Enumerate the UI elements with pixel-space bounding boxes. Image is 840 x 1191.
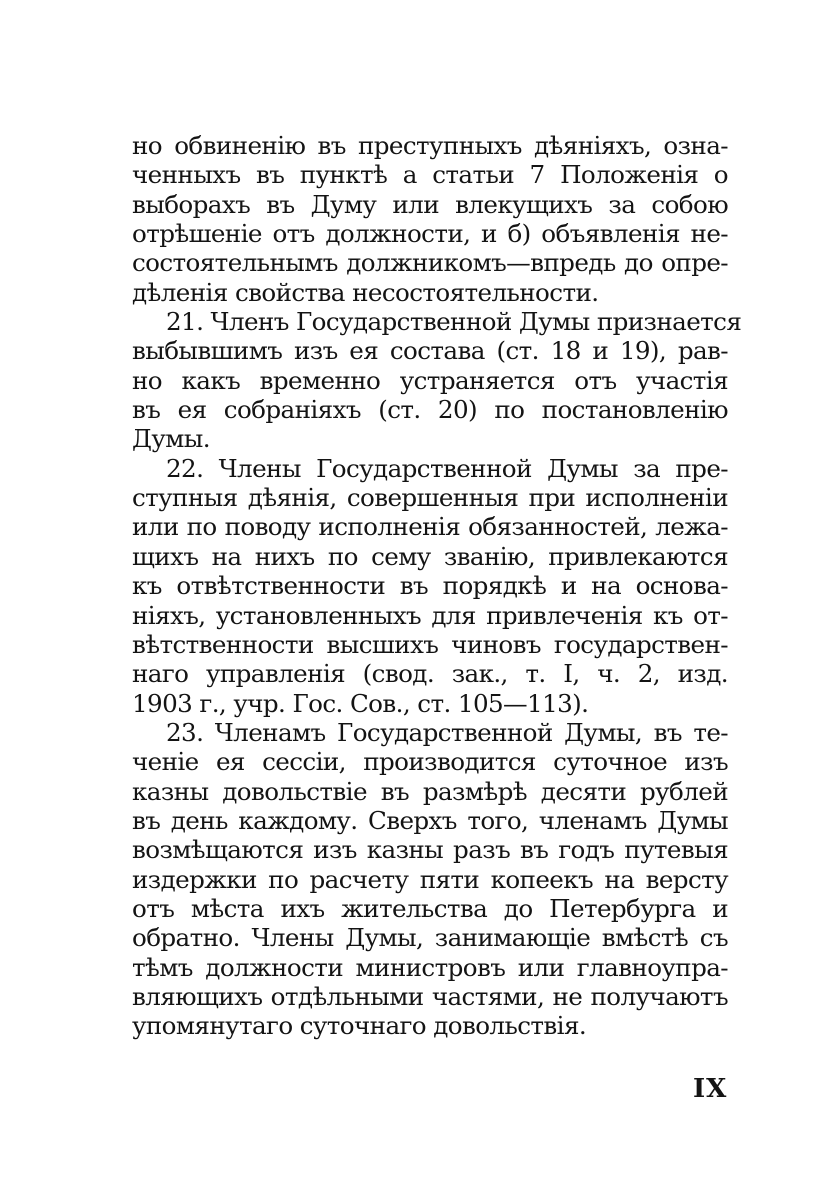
text-line: выбывшимъ изъ ея состава (ст. 18 и 19), рав- (132, 336, 728, 366)
text-line: но какъ временно устраняется отъ участія (132, 365, 728, 395)
text-line: или по поводу исполненія обязанностей, лежа- (132, 512, 728, 542)
text-line: выборахъ въ Думу или влекущихъ за собою (132, 189, 728, 219)
page-body (132, 131, 742, 1041)
text-line: дѣленія свойства несостоятельности. (132, 277, 599, 307)
text-line: ченіе ея сессіи, производится суточное изъ (132, 747, 728, 777)
text-line: ніяхъ, установленныхъ для привлеченія къ от- (132, 600, 728, 630)
text-line: упомянутаго суточнаго довольствія. (132, 1011, 587, 1041)
text-line: вляющихъ отдѣльными частями, не получаютъ (132, 981, 728, 1011)
text-line: въ ея собраніяхъ (ст. 20) по постановленію (132, 395, 728, 425)
text-line: издержки по расчету пяти копеекъ на версту (132, 864, 728, 894)
paragraph-continuation (132, 131, 728, 307)
paragraph-21 (132, 307, 742, 454)
text-line: ченныхъ въ пунктѣ а статьи 7 Положенія о (132, 160, 728, 190)
text-line: 1903 г., учр. Гос. Сов., ст. 105—113). (132, 688, 589, 718)
text-line: щихъ на нихъ по сему званію, привлекаются (132, 541, 728, 571)
text-line: Думы. (132, 424, 210, 454)
text-line: 22. Члены Государственной Думы за пре- (166, 453, 728, 483)
paragraph-23 (132, 718, 728, 1041)
text-line: обратно. Члены Думы, занимающіе вмѣстѣ съ (132, 923, 728, 953)
text-line: ступныя дѣянія, совершенныя при исполненіи (132, 483, 728, 513)
page-number: IX (693, 1074, 728, 1104)
text-line: отрѣшеніе отъ должности, и б) объявленія не- (132, 219, 728, 249)
text-line: 23. Членамъ Государственной Думы, въ те- (166, 717, 728, 747)
text-line: тѣмъ должности министровъ или главноупра- (132, 952, 728, 982)
text-line: состоятельнымъ должникомъ—впредь до опре- (132, 248, 728, 278)
text-line: наго управленія (свод. зак., т. I, ч. 2, изд. (132, 659, 728, 689)
text-line: но обвиненію въ преступныхъ дѣяніяхъ, озна- (132, 131, 728, 160)
text-line: вѣтственности высшихъ чиновъ государствен- (132, 629, 728, 659)
text-line: казны довольствіе въ размѣрѣ десяти рублей (132, 776, 728, 806)
text-line: къ отвѣтственности въ порядкѣ и на основа- (132, 571, 728, 601)
paragraph-22 (132, 454, 728, 718)
text-line: отъ мѣста ихъ жительства до Петербурга и (132, 893, 728, 923)
text-line: въ день каждому. Сверхъ того, членамъ Думы (132, 805, 728, 835)
text-line: возмѣщаются изъ казны разъ въ годъ путевыя (132, 835, 728, 865)
text-line: 21. Членъ Государственной Думы признается (166, 307, 742, 337)
